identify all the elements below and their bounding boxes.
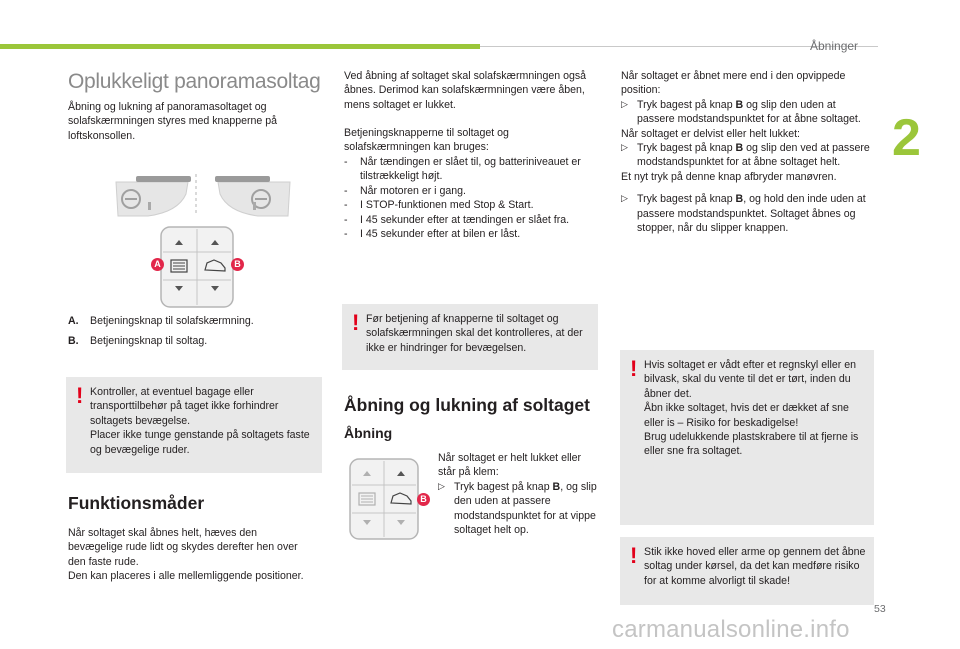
- legend-item-a: A. Betjeningsknap til solafskærmning.: [68, 315, 254, 327]
- warning-text: Før betjening af knapperne til soltaget og solafskærmningen skal det kontrolleres, at der ikke er hindringer for bevægelsen.: [366, 313, 583, 354]
- subsection-title-opening: Åbning: [344, 425, 393, 441]
- section-label: Åbninger: [810, 39, 859, 53]
- arrow-right-icon: ▷: [438, 480, 445, 491]
- warning-icon: !: [352, 310, 360, 335]
- shade-paragraph: Ved åbning af soltaget skal solafskærmningen også åbnes. Derimod kan solafskærmningen være åben, mens soltaget er lukket.: [344, 70, 587, 111]
- warning-icon: !: [76, 383, 84, 408]
- open-step-2: ▷ Tryk bagest på knap B og slip den ved at passere modstandspunktet for at åbne soltaget helt.: [621, 142, 870, 169]
- warning-text: Kontroller, at eventuel bagage eller transporttilbehør på taget ikke forhindrer soltagets bevægelse. Placer ikke tunge genstande på soltagets faste og bevægelige ruder.: [90, 386, 310, 456]
- chapter-number: 2: [892, 109, 921, 167]
- warning-box-luggage: [66, 377, 322, 473]
- opening-step: ▷ Tryk bagest på knap B, og slip den uden at passere modstandspunktet for at vippe soltaget helt op.: [438, 480, 597, 537]
- list-item: - I 45 sekunder efter at tændingen er slået fra.: [344, 213, 570, 226]
- operation-modes-text: Når soltaget skal åbnes helt, hæves den bevægelige rude lidt og skydes derefter hen over den faste rude. Den kan placeres i alle mellemliggende positioner.: [68, 527, 304, 583]
- arrow-right-icon: ▷: [621, 193, 628, 204]
- page-title: Oplukkeligt panoramasoltag: [68, 70, 321, 93]
- opening-intro: Når soltaget er helt lukket eller står på klem:: [438, 452, 582, 479]
- section-title-operation-modes: Funktionsmåder: [68, 493, 205, 513]
- opened-intro: Når soltaget er åbnet mere end i den opvippede position:: [621, 70, 846, 97]
- warning-icon: !: [630, 543, 638, 568]
- header-accent-bar: [0, 44, 480, 49]
- column3-instructions: [621, 69, 875, 235]
- opening-instructions: [438, 451, 598, 537]
- figure-badge-a: A: [151, 258, 164, 271]
- arrow-right-icon: ▷: [621, 142, 628, 153]
- warning-box-head-arms: [620, 537, 874, 605]
- list-item: - I STOP-funktionen med Stop & Start.: [344, 199, 534, 212]
- warning-text: Stik ikke hoved eller arme op gennem det åbne soltag under kørsel, da det kan medføre risiko for at komme alvorligt til skade!: [644, 546, 866, 587]
- figure-badge-b: B: [231, 258, 244, 271]
- warning-icon: !: [630, 356, 638, 381]
- stop-note: Et nyt tryk på denne knap afbryder manøvren.: [621, 170, 837, 183]
- list-item: - Når motoren er i gang.: [344, 184, 466, 197]
- list-item: - I 45 sekunder efter at bilen er låst.: [344, 228, 521, 241]
- figure-badge-b: B: [417, 493, 430, 506]
- watermark-text: carmanualsonline.info: [612, 616, 850, 643]
- page-number: 53: [874, 603, 886, 615]
- open-step-3: ▷ Tryk bagest på knap B, og hold den inde uden at passere modstandspunktet. Soltaget åbnes og stopper, når du slipper knappen.: [621, 193, 866, 235]
- open-step-1: ▷ Tryk bagest på knap B og slip den uden at passere modstandspunktet for at åbne soltaget.: [621, 98, 861, 126]
- intro-paragraph: Åbning og lukning af panoramasoltaget og solafskærmningen styres med knapperne på loftskonsollen.: [68, 101, 278, 142]
- figure-legend: [68, 314, 313, 349]
- warning-text: Hvis soltaget er vådt efter et regnskyl eller en bilvask, skal du vente til det er tørt, inden du åbner det. Åbn ikke soltaget, hvis det er dækket af sne eller is – Risiko for beskadigelse! Brug udelukkende plastskrabere til at fjerne is eller sne fra soltaget.: [644, 359, 859, 458]
- legend-item-b: B. Betjeningsknap til soltag.: [68, 335, 208, 348]
- roof-console-figure: [108, 172, 298, 312]
- warning-box-wet-roof: [620, 350, 874, 525]
- section-title-open-close: Åbning og lukning af soltaget: [344, 395, 590, 415]
- button-panel-figure: [344, 455, 424, 543]
- warning-box-obstacles: [342, 304, 598, 370]
- controls-conditions-list: [344, 155, 596, 241]
- arrow-right-icon: ▷: [621, 98, 628, 109]
- controls-intro: Betjeningsknapperne til soltaget og solafskærmningen kan bruges:: [344, 127, 509, 154]
- list-item: - Når tændingen er slået til, og batteriniveauet er tilstrækkeligt højt.: [344, 156, 581, 183]
- closed-intro: Når soltaget er delvist eller helt lukket:: [621, 127, 800, 140]
